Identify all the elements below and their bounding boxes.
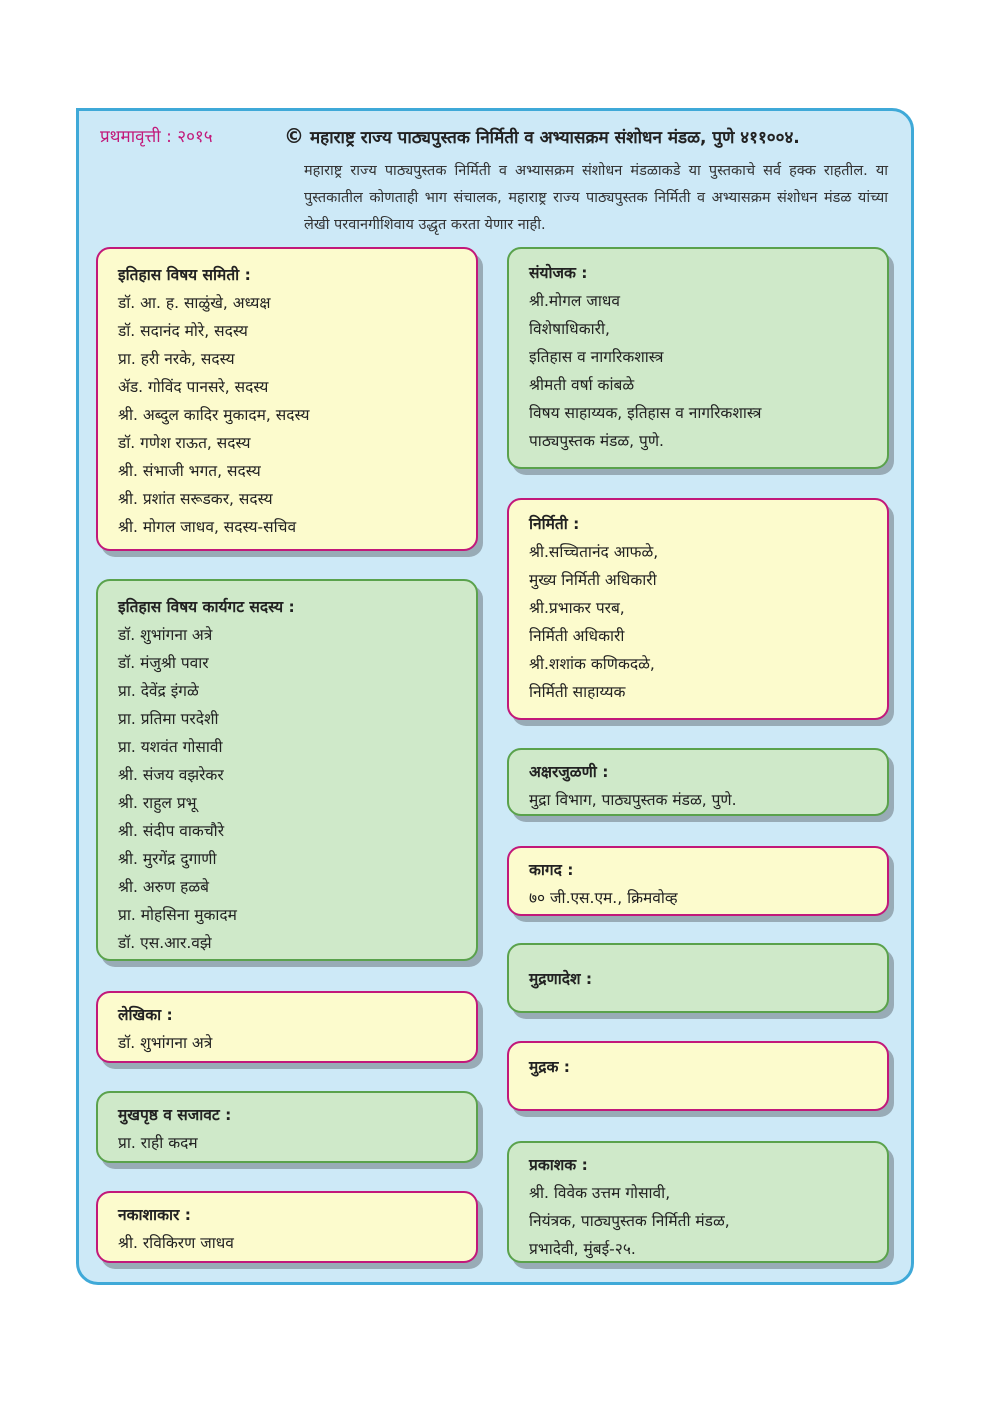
box-title: अक्षरजुळणी : [529,763,609,781]
list-item: श्री. संभाजी भगत, सदस्य [118,462,261,480]
copyright-symbol: © [284,124,304,148]
list-item: इतिहास व नागरिकशास्त्र [529,348,664,366]
list-item: प्रा. राही कदम [118,1134,198,1152]
list-item: पाठ्यपुस्तक मंडळ, पुणे. [529,432,664,450]
box-title: मुद्रणादेश : [529,970,593,988]
list-item: विशेषाधिकारी, [529,320,610,338]
edition-label: प्रथमावृत्ती : २०१५ [100,127,213,147]
list-item: श्री.शशांक कणिकदळे, [529,655,655,673]
copyright-line [284,124,800,148]
list-item: श्री. संजय वझरेकर [118,766,224,784]
list-item: श्री. विवेक उत्तम गोसावी, [529,1184,671,1202]
list-item: डॉ. एस.आर.वझे [118,934,212,952]
member-list [529,538,871,706]
cartographer-box [96,1191,478,1263]
box-title: कागद : [529,861,574,879]
history-committee-box [96,247,478,551]
list-item: ७० जी.एस.एम., क्रिमवोव्ह [529,889,678,907]
list-item: श्री.प्रभाकर परब, [529,599,625,617]
member-list [118,621,460,957]
list-item: डॉ. शुभांगना अत्रे [118,1034,213,1052]
member-list [529,287,871,455]
box-title: इतिहास विषय कार्यगट सदस्य : [118,598,295,616]
box-title: लेखिका : [118,1006,173,1024]
box-title: प्रकाशक : [529,1156,588,1174]
list-item: श्री. राहुल प्रभू [118,794,197,812]
list-item: श्री. मुरगेंद्र दुगाणी [118,850,217,868]
list-item: डॉ. शुभांगना अत्रे [118,626,213,644]
list-item: प्रा. यशवंत गोसावी [118,738,223,756]
list-item: विषय साहाय्यक, इतिहास व नागरिकशास्त्र [529,404,762,422]
cover-design-box [96,1091,478,1163]
coordinator-box [507,247,889,469]
list-item: श्री. संदीप वाकचौरे [118,822,225,840]
box-title: नकाशाकार : [118,1206,191,1224]
list-item: श्री.मोगल जाधव [529,292,621,310]
list-item: निर्मिती अधिकारी [529,627,625,645]
list-item: श्री. रविकिरण जाधव [118,1234,234,1252]
box-title: मुखपृष्ठ व सजावट : [118,1106,232,1124]
box-title: निर्मिती : [529,515,580,533]
print-order-box [507,943,889,1013]
box-title: संयोजक : [529,264,588,282]
list-item: श्री.सच्चितानंद आफळे, [529,543,659,561]
member-list [118,289,460,541]
publisher-box [507,1141,889,1263]
list-item: नियंत्रक, पाठ्यपुस्तक निर्मिती मंडळ, [529,1212,730,1230]
box-title: मुद्रक : [529,1058,570,1076]
list-item: मुख्य निर्मिती अधिकारी [529,571,657,589]
list-item: प्रा. हरी नरके, सदस्य [118,350,235,368]
list-item: प्रभादेवी, मुंबई-२५. [529,1240,636,1258]
printer-box [507,1041,889,1111]
list-item: डॉ. गणेश राऊत, सदस्य [118,434,251,452]
history-workgroup-box [96,579,478,961]
box-title: इतिहास विषय समिती : [118,266,251,284]
list-item: श्री. प्रशांत सरूडकर, सदस्य [118,490,273,508]
paper-box [507,846,889,916]
rights-notice: महाराष्ट्र राज्य पाठ्यपुस्तक निर्मिती व अभ्यासक्रम संशोधन मंडळाकडे या पुस्तकाचे सर्व हक्क राहतील. या पुस्तकातील कोणताही भाग संचालक, महाराष्ट्र राज्य पाठ्यपुस्तक निर्मिती व अभ्यासक्रम संशोधन मंडळ यांच्या लेखी परवानगीशिवाय उद्धृत करता येणार नाही. [304,163,888,233]
list-item: डॉ. सदानंद मोरे, सदस्य [118,322,248,340]
list-item: प्रा. देवेंद्र इंगळे [118,682,199,700]
list-item: निर्मिती साहाय्यक [529,683,626,701]
typesetting-box [507,748,889,816]
list-item: प्रा. प्रतिमा परदेशी [118,710,219,728]
list-item: प्रा. मोहसिना मुकादम [118,906,237,924]
list-item: डॉ. आ. ह. साळुंखे, अध्यक्ष [118,294,271,312]
list-item: मुद्रा विभाग, पाठ्यपुस्तक मंडळ, पुणे. [529,791,737,809]
author-box [96,991,478,1063]
copyright-text: महाराष्ट्र राज्य पाठ्यपुस्तक निर्मिती व अभ्यासक्रम संशोधन मंडळ, पुणे ४११००४. [310,128,800,148]
list-item: ॲड. गोविंद पानसरे, सदस्य [118,378,269,396]
list-item: श्री. मोगल जाधव, सदस्य-सचिव [118,518,297,536]
production-box [507,498,889,720]
list-item: श्री. अरुण हळबे [118,878,209,896]
member-list [529,1179,871,1263]
list-item: डॉ. मंजुश्री पवार [118,654,209,672]
list-item: श्री. अब्दुल कादिर मुकादम, सदस्य [118,406,310,424]
list-item: श्रीमती वर्षा कांबळे [529,376,635,394]
